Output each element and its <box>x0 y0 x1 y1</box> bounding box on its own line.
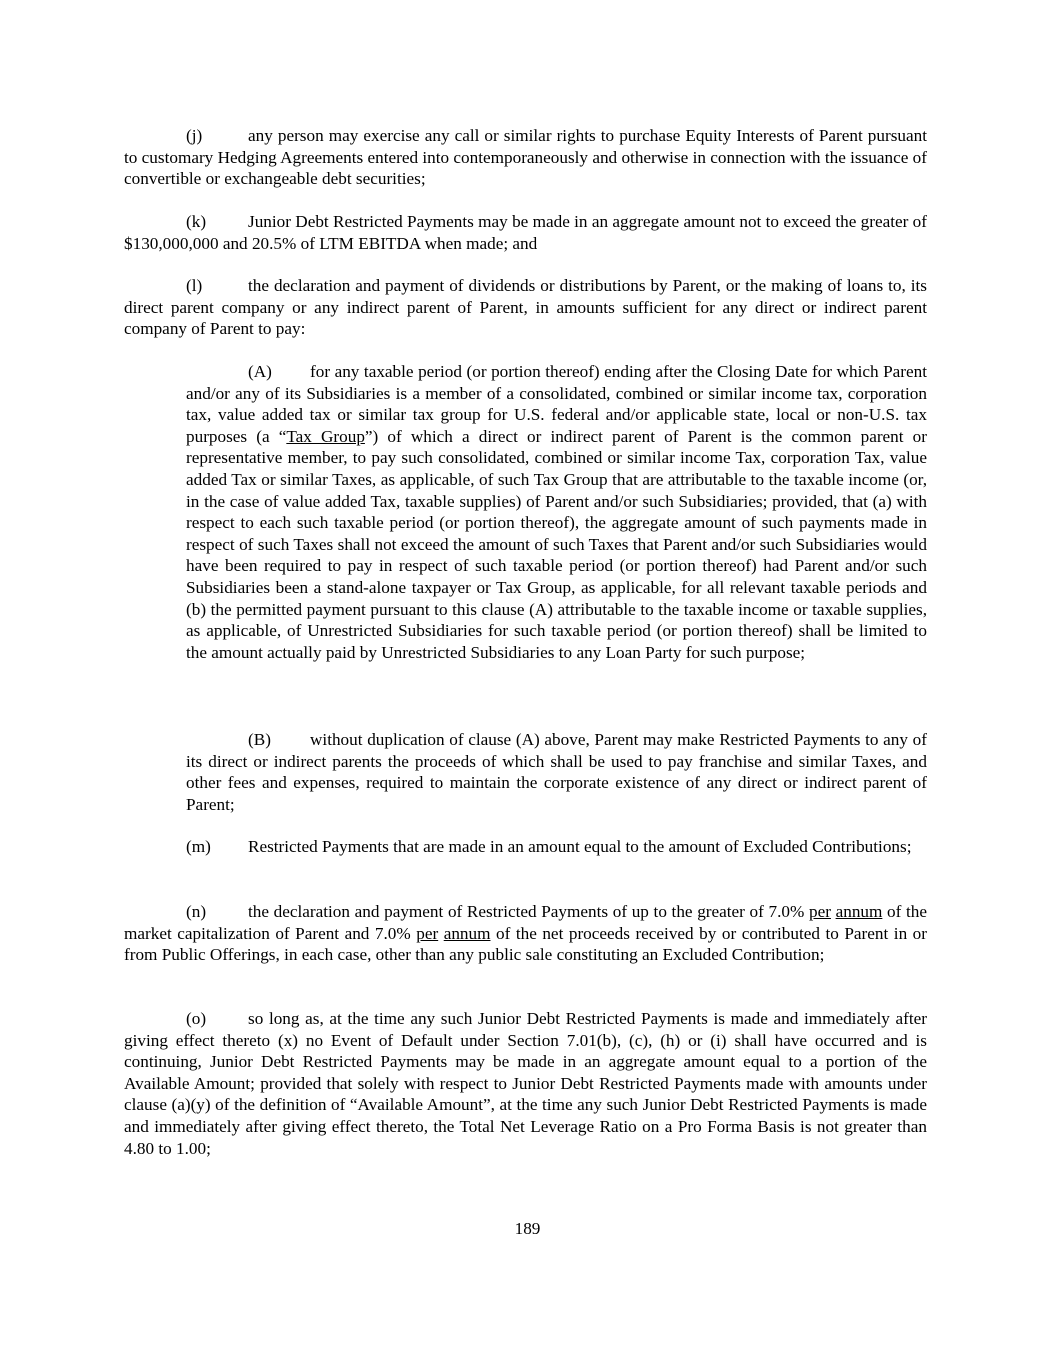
paragraph-o-text: so long as, at the time any such Junior Debt Restricted Payments is made and immediately after giving effect thereto (x) no Event of Default under Section 7.01(b), (c), (h) or (i) shall have occurred and is continuing, Junior Debt Restricted Payments may be made in an aggregate amount equal to a portion of the Available Amount; provided that solely with respect to Junior Debt Restricted Payments made with amounts under clause (a)(y) of the definition of “Available Amount”, at the time any such Junior Debt Restricted Payments is made and immediately after giving effect thereto, the Total Net Leverage Ratio on a Pro Forma Basis is not greater than 4.80 to 1.00; <box>124 1009 927 1158</box>
term-per-2: per <box>416 923 439 943</box>
term-per-1: per <box>808 902 831 921</box>
paragraph-n-text-3: of the net proceeds received by or contributed to Parent in or from Public Offerings, in each case, other than any public sale constituting an Excluded Contribution; <box>124 923 927 965</box>
paragraph-m-text: Restricted Payments that are made in an amount equal to the amount of Excluded Contributions; <box>248 837 912 856</box>
paragraph-k-label: (k) <box>186 212 207 231</box>
paragraph-m <box>124 836 927 858</box>
paragraph-A-label: (A) <box>248 362 272 381</box>
paragraph-B <box>186 729 927 815</box>
paragraph-l-text: the declaration and payment of dividends or distributions by Parent, or the making of loans to, its direct parent company or any indirect parent of Parent, in amounts sufficient for any direct or indirect parent company of Parent to pay: <box>124 276 927 339</box>
paragraph-j-text: any person may exercise any call or similar rights to purchase Equity Interests of Parent pursuant to customary Hedging Agreements entered into contemporaneously and otherwise in connection with the issuance of convertible or exchangeable debt securities; <box>124 126 927 189</box>
defined-term-tax-group: Tax Group <box>286 426 365 446</box>
paragraph-A <box>186 361 927 663</box>
paragraph-k <box>124 211 927 254</box>
paragraph-B-label: (B) <box>248 730 271 749</box>
paragraph-n-text-2: of the market capitalization of Parent and 7.0% <box>124 902 927 943</box>
paragraph-o-label: (o) <box>186 1009 207 1028</box>
paragraph-A-text-2: ”) of which a direct or indirect parent of Parent is the common parent or representative member, to pay such consolidated, combined or similar income Tax, corporation Tax, value added Tax or similar Taxes, as applicable, of such Tax Group that are attributable to the taxable income (or, in the case of value added Tax, taxable supplies) of Parent and/or such Subsidiaries; provided, that (a) with respect to each such taxable period (or portion thereof), the aggregate amount of such payments made in respect of such Taxes shall not exceed the amount of such Taxes that Parent and/or such Subsidiaries would have been required to pay in respect of such taxable period (or portion thereof) had Parent and/or such Subsidiaries been a stand-alone taxpayer or Tax Group, as applicable, for all relevant taxable periods and (b) the permitted payment pursuant to this clause (A) attributable to the taxable income or taxable supplies, as applicable, of Unrestricted Subsidiaries for such taxable period (or portion thereof) shall be limited to the amount actually paid by Unrestricted Subsidiaries to any Loan Party for such purpose; <box>186 426 928 662</box>
term-annum-1: annum <box>835 902 883 921</box>
paragraph-n <box>124 901 927 966</box>
paragraph-n-label: (n) <box>186 902 207 921</box>
paragraph-k-text: Junior Debt Restricted Payments may be made in an aggregate amount not to exceed the greater of $130,000,000 and 20.5% of LTM EBITDA when made; and <box>124 212 927 253</box>
paragraph-A-text-1: for any taxable period (or portion thereof) ending after the Closing Date for which Parent and/or any of its Subsidiaries is a member of a consolidated, combined or similar income tax, corporation tax, value added tax or similar tax group for U.S. federal and/or applicable state, local or non-U.S. tax purposes (a “ <box>186 362 927 446</box>
paragraph-j <box>124 125 927 190</box>
paragraph-o <box>124 1008 927 1159</box>
paragraph-l <box>124 275 927 340</box>
paragraph-n-text-1: the declaration and payment of Restricted Payments of up to the greater of 7.0% <box>248 902 809 921</box>
paragraph-l-label: (l) <box>186 276 203 295</box>
paragraph-j-label: (j) <box>186 126 203 145</box>
paragraph-m-label: (m) <box>186 837 211 856</box>
paragraph-B-text: without duplication of clause (A) above, Parent may make Restricted Payments to any of its direct or indirect parents the proceeds of which shall be used to pay franchise and similar Taxes, and other fees and expenses, required to maintain the corporate existence of any direct or indirect parent of Parent; <box>186 730 927 814</box>
term-annum-2: annum <box>443 923 491 943</box>
page-number: 189 <box>514 1219 541 1238</box>
